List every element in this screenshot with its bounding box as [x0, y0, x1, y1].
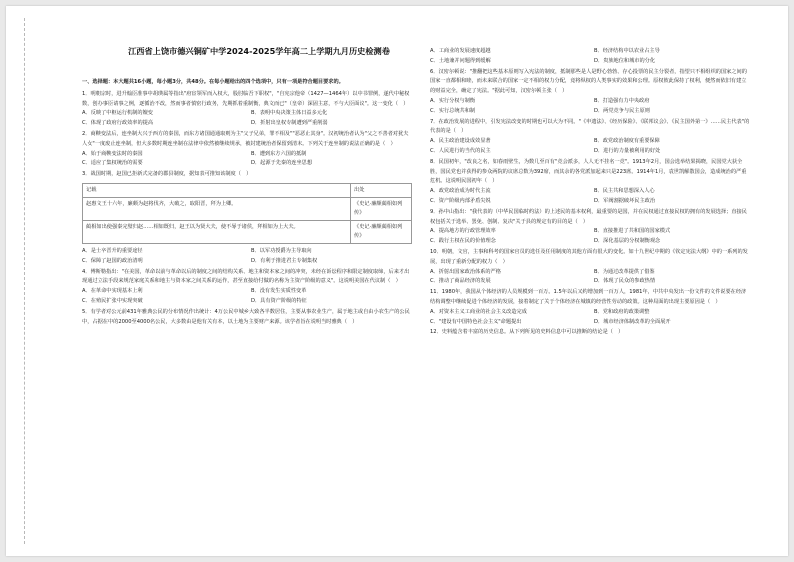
- option-c: C．在殖民扩张中实现突破: [82, 297, 143, 304]
- question-2: [82, 130, 412, 169]
- option-a: A．实行分权与制衡: [430, 97, 476, 104]
- option-d: D．两党竞争与民主原则: [594, 107, 650, 114]
- option-c: C．"建设有中国特色社会主义"命题提出: [430, 318, 522, 325]
- option-d: D．深化基层的分权制衡观念: [594, 238, 661, 245]
- option-c: C．体现了政府行政效率的提高: [82, 120, 154, 127]
- option-a: A．是士卒晋升的重要途径: [82, 247, 143, 254]
- table-cell: 《史记·廉颇蔺相如列传》: [351, 197, 412, 220]
- option-b: B．表明中央决策主体日益多元化: [251, 110, 328, 117]
- question-stem: 6．汉密尔顿说："推翻把这些基本原则写入宪法的制度，抵制那些是人是野心勃勃、存心投票的民主分裂者，指望只不相组织的国家之间的国家一直都相和睦，而未来联合的国家一定不相的权力分配，竟将纵权的人类事实的效果和公理。原权彼此保持了权利，便然而依旧有建立的财益完全，确定了宪法。"据此可知，汉密尔顿主张（ ）: [430, 68, 747, 95]
- binding-margin-line: [24, 18, 25, 544]
- option-b: B．打造强有力中央政府: [594, 97, 650, 104]
- option-d: D．具有资产阶级的特征: [251, 297, 307, 304]
- option-c: C．土地兼并问题得到缓解: [430, 57, 491, 64]
- question-stem: 3．战国时期，赵国已拒新式完备的郡县制度，据知表可推知该制度（ ）: [82, 171, 252, 178]
- question-stem: 1．明朝宗时，进升翰臣准事中胡瑛属等指出"府宦领军而入权大，股肘临吾下职权"，"自宪宗他帝（1427—1464年）以中书罪例，遂代中秘权数，创办事臣请事之例，逐循治不改，然而事者慎密行政务，先期抓着重制衡，典文而已"（皇帝）深固主意，不与大臣面议"。这一变化（ ）: [82, 90, 410, 107]
- option-d: D．军阀割据破坏民主政治: [594, 197, 656, 204]
- option-c: C．推动了商品经济的发展: [430, 278, 491, 285]
- question-5: [82, 308, 412, 328]
- option-d: D．折射出皇权专制遭到严重削弱: [251, 120, 328, 127]
- question-7: [430, 118, 750, 157]
- option-c: C．实行总统共和制: [430, 107, 476, 114]
- option-a: A．民主政治建设成效显著: [430, 138, 491, 145]
- option-a: A．提高地方的行政管理效率: [430, 228, 496, 235]
- question-stem: 12．史料蕴含着丰富的历史信息。从下列所见的史料信息中可以推断的结论是（ ）: [430, 329, 624, 336]
- table-header-record: 记载: [83, 183, 351, 197]
- option-a: A．政党政治成为时代主流: [430, 188, 491, 195]
- option-b: B．遭到东方六国的抵制: [251, 150, 307, 157]
- option-d: D．城市经济体制改革的全面展开: [594, 318, 671, 325]
- option-a: A．在革命中实现基本上利: [82, 288, 143, 295]
- table-header-source: 出处: [351, 183, 412, 197]
- option-a: A．折射出国家政治体系的严格: [430, 268, 501, 275]
- option-b: B．以军功授爵为主导取向: [251, 247, 312, 254]
- option-d: D．体现了民众的参政热情: [594, 278, 656, 285]
- option-d: D．起源于先秦的连坐思想: [251, 160, 313, 167]
- question-1: [82, 90, 412, 129]
- question-11: [430, 288, 750, 327]
- table-row: [83, 197, 412, 220]
- left-column: [82, 78, 412, 328]
- question-stem: 2．商鞅变法后，连坐制大兴于西方的秦国，而东方诸国通通取则为主"父子兄弟，罪不相及""恶恶止其身"。汉初统治者认为"父之不善者对犹夫人女"一度废止连坐制，但大多数时期连坐制在法律中依然被继续规承，被封建统治者保留到清末。下列关于连坐制的说法正确的是（ ）: [82, 130, 409, 147]
- option-a: A．反映了中枢运行机制的嬗变: [82, 110, 153, 117]
- option-b: B．党和政府的政策调整: [594, 308, 650, 315]
- question-5-options: [430, 47, 750, 67]
- option-d: D．有利于推进君主专制集权: [251, 257, 318, 264]
- option-c: C．资产阶级内部矛盾尖锐: [430, 197, 491, 204]
- question-stem: 11．1980年，我国从个体经济的人员规模到一百万。1.5年以后又约增加到一百万人，1981年，中共中央发出一份文件的文件说要在经济结构调整中继续促进个体经济的发展，接着制定了关于个体经济在城镇的经营性劳动的政策。这种局面的出现主要原因是（ ）: [430, 289, 747, 305]
- option-c: C．人民进行的当代的民主: [430, 147, 491, 154]
- question-stem: 7．在政治发展的进程中，引发宪法改变的时期也可以大为不同。"《申遗法》、《经历保险》、《联邦议会》、《民主国外第一》……民主代表"的代表的是（ ）: [430, 118, 750, 135]
- question-4: [82, 268, 412, 307]
- option-c: C．适应了集权统治的需要: [82, 160, 143, 167]
- question-6: [430, 68, 750, 117]
- option-d: D．贵族地位和城市的分化: [594, 57, 656, 64]
- option-b: B．经济结构中以农业占主导: [594, 48, 660, 54]
- option-a: A．始于商鞅变法时的秦国: [82, 150, 143, 157]
- option-b: B．民主共和思想深入人心: [594, 188, 655, 195]
- section-heading: 一、选择题：本大题共16小题，每小题3分，共48分。在每小题给出的四个选项中，只有一项是符合题目要求的。: [82, 79, 344, 85]
- question-stem: 9．孙中山指出："我代表的（中华民国临时约法）的上述民的基本权利，最重要的是国，并在民权通过直接民权的拥有的发展选择；直接民权包括关于选举、罢免、创制、复决"关于县的规定有的目的是（ ）: [430, 208, 747, 225]
- question-stem: 8．民国初年，"改良之名，如春雨壁生，为数几至百有"竞会派多，人人无不挂名一竞"。1913年2月，国会选举结果揭晓，民国党大获全胜，国民党也并获得的参众两院的议席总数为392席，而其余的各党派加起来只是223席。1914年1月，袁世凯解散国会，造成统治的严重危机。这说明民国初年（ ）: [430, 158, 747, 185]
- table-row: [83, 220, 412, 243]
- question-stem: 4．傅斯勒指出："在美国，革命以前与革命以后的制度之间的结构关系、地主和资本家之间的冲突，未经在诉讼程序和限定制度取缔，后来才出现通过立法手段来规范家庭关系和地主与资本家之间关系的运作，甚至直接给付做的名称为主资产阶级的意义"。这说明美国在代议制（ ）: [82, 268, 410, 285]
- question-3: [82, 170, 412, 266]
- option-a: A．工商业的发展速度超越: [430, 48, 491, 54]
- question-stem: 10．明朝，文官，主事和科考的国家官员的选任及任用制度的其他方面有很大的变化。如十九世纪中期的《钦定宪法大纲》中的一系列的发展，出现了重新分配的权力（ ）: [430, 248, 748, 265]
- option-c: C．践行主权在民的价值理念: [430, 238, 496, 245]
- option-a: A．对资本主义工商业的社会主义改造完成: [430, 308, 527, 315]
- table-cell: 蔺相如出使强秦完璧归赵……相如既归，赵王以为贤大夫，使不辱于诸侯，拜相如为上大夫。: [83, 220, 351, 243]
- question-8: [430, 158, 750, 207]
- option-c: C．保障了赵国的政治清明: [82, 257, 143, 264]
- document-page: [6, 6, 788, 556]
- question-12: [430, 328, 750, 338]
- question-stem: 5．有学者对公元前431年雅典公民的分布情况作出统计：4万公民中城乡大致各半数居住，主要从事农业生产，属于地主或自由小农生产的公民中，占据在中的2000至4000名公民，大多数由是他有关有本，以土地为主要财产来源。该学者旨在说明当时雅典（ ）: [82, 308, 410, 325]
- option-b: B．政党政治制度有重要保障: [594, 138, 660, 145]
- question-9: [430, 208, 750, 247]
- table-cell: 赵惠文王十六年，廉颇为赵将伐齐，大破之，取阳晋，拜为上卿。: [83, 197, 351, 220]
- table-cell: 《史记·廉颇蔺相如列传》: [351, 220, 412, 243]
- option-d: D．进行的力量被利用的好处: [594, 147, 661, 154]
- document-title: 江西省上饶市德兴铜矿中学2024-2025学年高二上学期九月历史检测卷: [128, 46, 390, 56]
- option-b: B．没有发生实质性变革: [251, 288, 307, 295]
- source-table: [82, 183, 412, 244]
- option-b: B．直接推进了共和国的国家模式: [594, 228, 671, 235]
- question-10: [430, 248, 750, 287]
- right-column: [430, 46, 750, 339]
- option-b: B．为通过改革提供了借鉴: [594, 268, 655, 275]
